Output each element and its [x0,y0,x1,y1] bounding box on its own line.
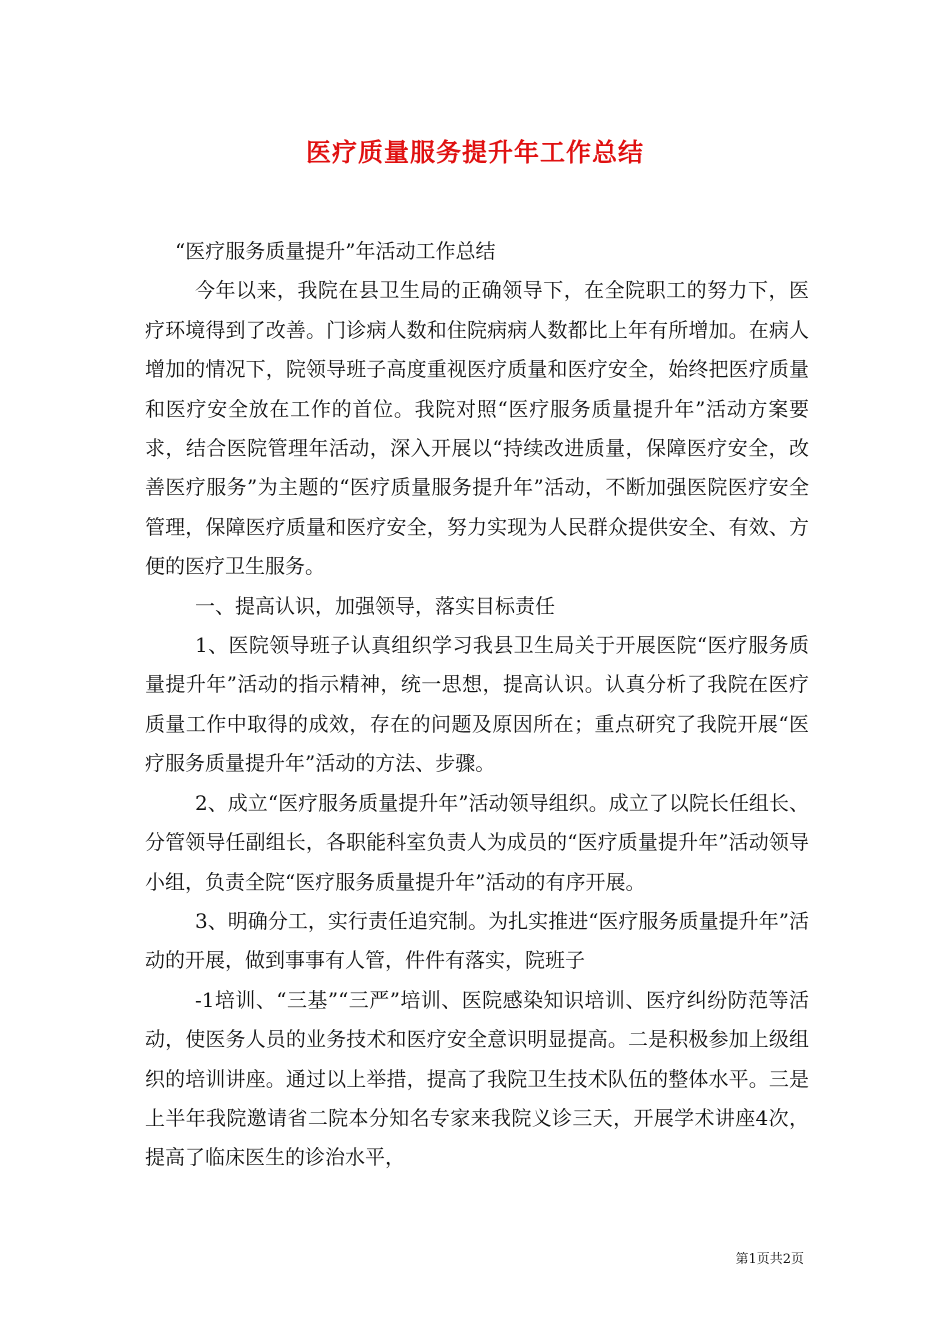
document-body [145,232,809,1178]
paragraph-training: -1培训、“三基”“三严”培训、医院感染知识培训、医疗纠纷防范等活动，使医务人员的业务技术和医疗安全意识明显提高。二是积极参加上级组织的培训讲座。通过以上举措，提高了我院卫生技术队伍的整体水平。三是上半年我院邀请省二院本分知名专家来我院义诊三天，开展学术讲座4次，提高了临床医生的诊治水平， [145,987,809,1170]
document-subtitle: “医疗服务质量提升”年活动工作总结 [175,239,496,263]
page-number: 第1页共2页 [735,1252,804,1267]
paragraph-item-2: 2、成立“医疗服务质量提升年”活动领导组织。成立了以院长任组长、分管领导任副组长，各职能科室负责人为成员的“医疗质量提升年”活动领导小组，负责全院“医疗服务质量提升年”活动的有序开展。 [145,790,809,894]
paragraph-intro: 今年以来，我院在县卫生局的正确领导下，在全院职工的努力下，医疗环境得到了改善。门诊病人数和住院病病人数都比上年有所增加。在病人增加的情况下，院领导班子高度重视医疗质量和医疗安全，始终把医疗质量和医疗安全放在工作的首位。我院对照“医疗服务质量提升年”活动方案要求，结合医院管理年活动，深入开展以“持续改进质量，保障医疗安全，改善医疗服务”为主题的“医疗质量服务提升年”活动，不断加强医院医疗安全管理，保障医疗质量和医疗安全，努力实现为人民群众提供安全、有效、方便的医疗卫生服务。 [145,278,809,579]
section-heading-1: 一、提高认识，加强领导，落实目标责任 [195,593,555,618]
paragraph-item-3: 3、明确分工，实行责任追究制。为扎实推进“医疗服务质量提升年”活动的开展，做到事事有人管，件件有落实，院班子 [145,908,809,973]
document-title: 医疗质量服务提升年工作总结 [305,138,644,167]
paragraph-item-1: 1、医院领导班子认真组织学习我县卫生局关于开展医院“医疗服务质量提升年”活动的指示精神，统一思想，提高认识。认真分析了我院在医疗质量工作中取得的成效，存在的问题及原因所在；重点研究了我院开展“医疗服务质量提升年”活动的方法、步骤。 [145,633,809,776]
